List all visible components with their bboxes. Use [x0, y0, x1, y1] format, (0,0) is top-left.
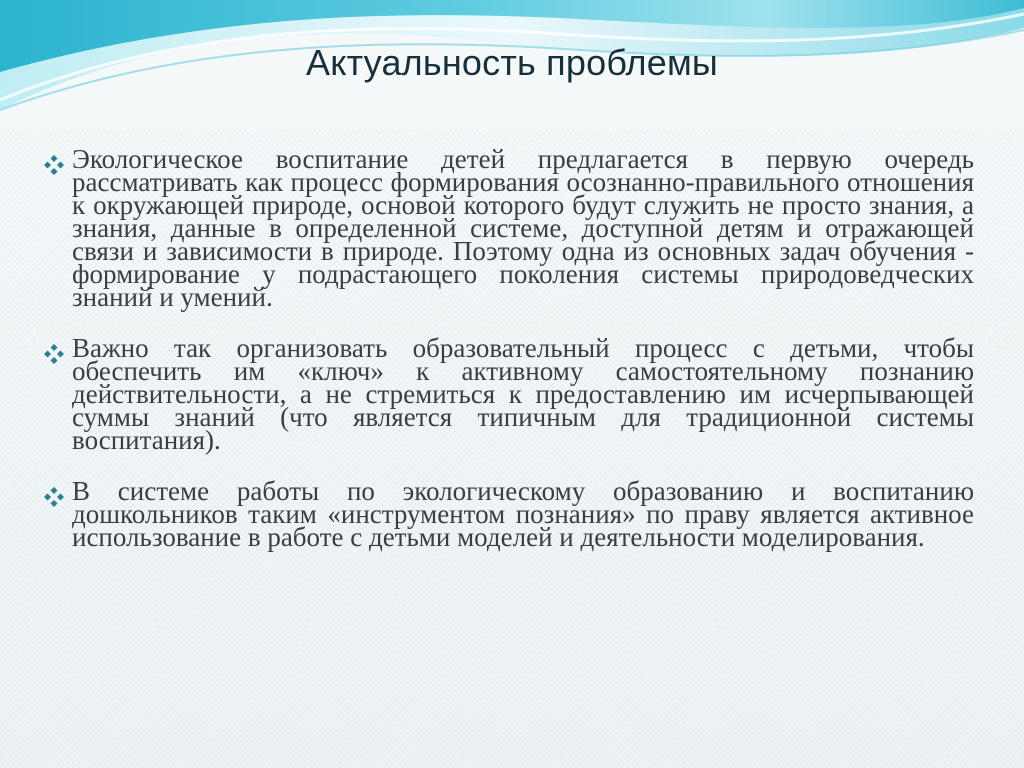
list-item: [44, 476, 974, 552]
diamond-bullet-icon: [44, 155, 64, 175]
diamond-bullet-icon: [44, 487, 64, 507]
bullet-list: [44, 144, 974, 577]
list-item: [44, 333, 974, 455]
page-title: Актуальность проблемы: [306, 42, 718, 83]
bullet-text: В системе работы по экологическому образованию и воспитанию дошкольников таким «инструментом познания» по праву является активное использование в работе с детьми моделей и деятельности моделирования.: [72, 476, 974, 552]
bullet-text: Важно так организовать образовательный процесс с детьми, чтобы обеспечить им «ключ» к активному самостоятельному познанию действительности, а не стремиться к предоставлению им исчерпывающей суммы знаний (что является типичным для традиционной системы воспитания).: [72, 333, 974, 455]
bullet-text: Экологическое воспитание детей предлагается в первую очередь рассматривать как процесс формирования осознанно-правильного отношения к окружающей природе, основой которого будут служить не просто знания, а знания, данные в определенной системе, доступной детям и отражающей связи и зависимости в природе. Поэтому одна из основных задач обучения - формирование у подрастающего поколения системы природоведческих знаний и умений.: [72, 144, 974, 312]
diamond-bullet-icon: [44, 344, 64, 364]
list-item: [44, 144, 974, 312]
